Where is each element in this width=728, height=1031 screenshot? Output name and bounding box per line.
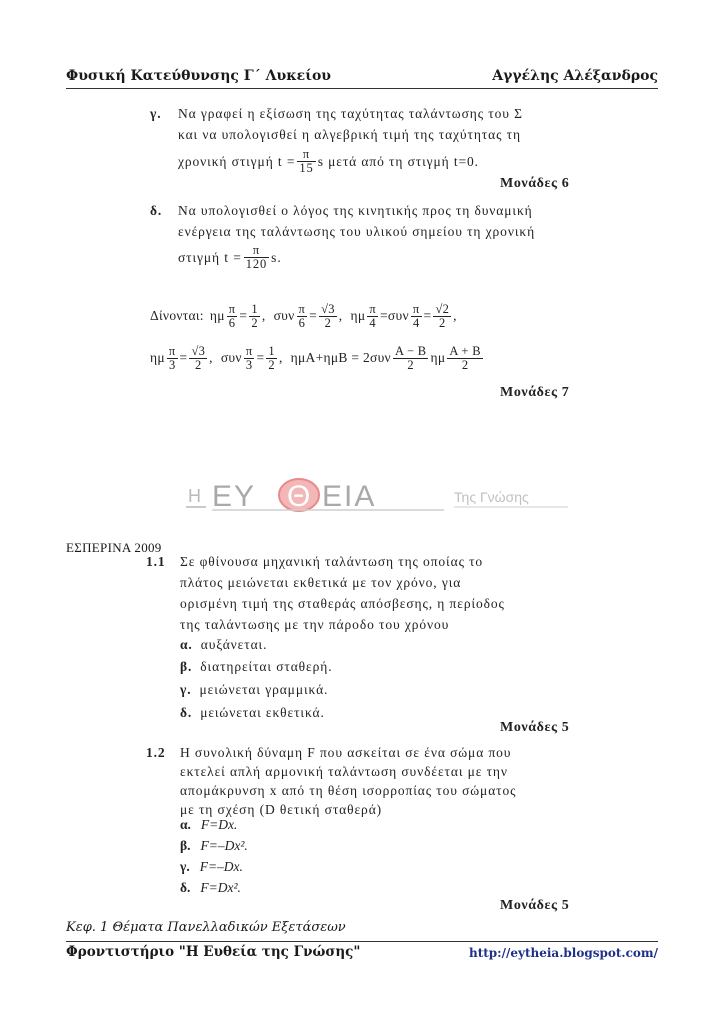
given-sep: , (338, 308, 343, 323)
q12-line2: εκτελεί απλή αρμονική ταλάντωση συνδέεται με την (180, 764, 508, 779)
section-title: ΕΣΠΕΡΙΝΑ 2009 (66, 540, 162, 555)
q-gamma-line3-post: s μετά από τη στιγμή t=0. (317, 153, 479, 169)
watermark-main1: ΕΥ (212, 480, 257, 513)
option-label: α. (180, 817, 191, 832)
frac-den: 2 (268, 357, 275, 372)
given-frac-pi6b (297, 303, 308, 330)
frac-den: 6 (298, 315, 306, 330)
given-hm: ημ (150, 350, 165, 365)
watermark-svg (186, 474, 576, 518)
q-gamma-line3-pre: χρονική στιγμή t = (178, 153, 296, 169)
option-text: F=–Dx. (199, 859, 243, 874)
watermark-main3: ΕΙΑ (322, 480, 377, 513)
given-frac-1-2b (266, 345, 277, 372)
given-sep: , (278, 350, 283, 365)
q11-option-d (180, 705, 325, 721)
q12-option-c (180, 859, 243, 875)
header-author: Αγγέλης Αλέξανδρος (492, 68, 658, 84)
q-gamma-line3 (178, 140, 479, 182)
footer-caption: Κεφ. 1 Θέματα Πανελλαδικών Εξετάσεων (66, 920, 346, 935)
frac-den: 4 (412, 315, 420, 330)
given-frac-pi3 (167, 345, 178, 372)
given-frac-1-2 (249, 303, 260, 330)
given-intro: Δίνονται: (150, 308, 204, 323)
q11-line4: της ταλάντωσης με την πάροδο του χρόνου (180, 617, 450, 632)
option-text: F=–Dx². (200, 838, 248, 853)
frac-den: 4 (369, 315, 376, 330)
q-delta-line2: ενέργεια της ταλάντωσης του υλικού σημείου τη χρονική (178, 224, 536, 239)
given-frac-r2-2 (433, 303, 451, 330)
q-delta-line3-post: s. (271, 249, 282, 265)
q12-option-b (180, 838, 248, 854)
option-text: μειώνεται εκθετικά. (200, 705, 325, 720)
q-delta-line3-pre: στιγμή t = (178, 249, 242, 265)
q11-line2: πλάτος μειώνεται εκθετικά με τον χρόνο, για (180, 575, 462, 590)
given-sep: , (453, 308, 457, 323)
given-hm: ημ (350, 308, 366, 323)
watermark-right: Της Γνώσης (454, 489, 529, 505)
given-frac-pi6 (227, 303, 238, 330)
q-gamma-label: γ. (150, 106, 162, 121)
frac-den: 3 (168, 357, 176, 372)
given-frac-r3-2b (189, 345, 207, 372)
given-hm: ημ (209, 308, 225, 323)
footer-divider (66, 941, 658, 942)
option-label: δ. (180, 705, 193, 720)
given-eq: = (239, 308, 248, 323)
given-frac-r3-2 (319, 303, 337, 330)
option-text: διατηρείται σταθερή. (200, 659, 333, 674)
frac-num: π (168, 343, 176, 358)
given-syn: συν (273, 308, 295, 323)
frac-num: √2 (435, 301, 450, 316)
frac-num: Α − Β (394, 343, 427, 358)
frac-den: 2 (461, 357, 469, 372)
q11-option-a (180, 637, 267, 653)
q-gamma-fraction (297, 148, 315, 175)
q-delta-frac-den: 120 (245, 256, 268, 271)
option-text: αυξάνεται. (200, 637, 268, 652)
frac-num: √3 (191, 343, 206, 358)
q-delta-line3 (178, 236, 282, 278)
given-sum-lhs: ημΑ+ημΒ = 2συν (290, 350, 391, 365)
frac-num: Α + Β (449, 343, 481, 358)
q-gamma-marks: Μονάδες 6 (500, 176, 570, 191)
given-syn: συν (220, 350, 242, 365)
q-gamma-frac-den: 15 (299, 160, 314, 175)
given-sep: , (209, 350, 213, 365)
frac-den: 2 (407, 357, 414, 372)
q12-line3: απομάκρυνση x από τη θέση ισορροπίας του σώματος (180, 783, 517, 798)
given-frac-pi4b (411, 303, 422, 330)
option-label: δ. (180, 880, 191, 895)
given-eq: = (423, 308, 432, 323)
q-delta-frac-num: π (244, 244, 269, 258)
q12-option-a (180, 817, 237, 833)
given-eq: = (256, 350, 265, 365)
q12-label: 1.2 (146, 745, 166, 760)
q11-marks: Μονάδες 5 (500, 720, 570, 735)
option-label: γ. (180, 859, 190, 874)
option-text: F=Dx². (200, 880, 241, 895)
option-text: μειώνεται γραμμικά. (199, 682, 329, 697)
q11-option-c (180, 682, 328, 698)
frac-num: π (298, 301, 306, 316)
given-syn-eq: =συν (380, 308, 409, 323)
given-line1 (150, 298, 457, 334)
frac-num: 1 (268, 343, 275, 358)
given-eq: = (179, 350, 188, 365)
frac-num: π (245, 343, 253, 358)
q11-line1: Σε φθίνουσα μηχανική ταλάντωση της οποίας το (180, 554, 484, 569)
given-frac-apb (447, 345, 482, 372)
frac-den: 2 (439, 315, 446, 330)
watermark-logo (186, 474, 576, 518)
frac-num: π (369, 301, 377, 316)
option-label: α. (180, 637, 193, 652)
frac-num: π (412, 301, 420, 316)
given-eq: = (309, 308, 318, 323)
option-label: β. (180, 659, 193, 674)
frac-den: 6 (228, 315, 236, 330)
frac-num: 1 (251, 301, 258, 316)
frac-den: 2 (324, 315, 332, 330)
q12-line1: Η συνολική δύναμη F που ασκείται σε ένα σώμα που (180, 745, 512, 760)
option-text: F=Dx. (200, 817, 238, 832)
option-label: β. (180, 838, 191, 853)
q11-line3: ορισμένη τιμή της σταθεράς απόσβεσης, η περίοδος (180, 596, 505, 611)
footer-school: Φροντιστήριο "Η Ευθεία της Γνώσης" (66, 944, 361, 960)
given-sep: , (261, 308, 266, 323)
frac-num: √3 (321, 301, 335, 316)
watermark-left: Η (188, 486, 201, 506)
q-delta-fraction (244, 244, 269, 271)
q-gamma-line2: και να υπολογισθεί η αλγεβρική τιμή της ταχύτητας τη (178, 127, 521, 142)
q-gamma-line1: Να γραφεί η εξίσωση της ταχύτητας ταλάντωσης του Σ (178, 106, 523, 121)
frac-den: 2 (251, 315, 258, 330)
given-frac-amb (393, 345, 428, 372)
q12-line4: με τη σχέση (D θετική σταθερά) (180, 802, 383, 817)
q-delta-label: δ. (150, 203, 163, 218)
q12-marks: Μονάδες 5 (500, 898, 570, 913)
footer-link[interactable]: http://eytheia.blogspot.com/ (468, 946, 658, 960)
q-delta-line1: Να υπολογισθεί ο λόγος της κινητικής προς τη δυναμική (178, 203, 533, 218)
q11-label: 1.1 (146, 554, 166, 569)
header-divider (66, 88, 658, 89)
watermark-main2: Θ (287, 480, 311, 513)
option-label: γ. (180, 682, 192, 697)
given-hm: ημ (430, 350, 446, 365)
frac-num: π (228, 301, 236, 316)
q11-option-b (180, 659, 332, 675)
q-gamma-frac-num: π (297, 148, 315, 162)
frac-den: 2 (195, 357, 202, 372)
frac-den: 3 (245, 357, 253, 372)
given-frac-pi3b (244, 345, 255, 372)
given-marks: Μονάδες 7 (500, 385, 570, 400)
given-frac-pi4 (367, 303, 378, 330)
given-line2 (150, 340, 485, 376)
header-title: Φυσική Κατεύθυνσης Γ΄ Λυκείου (66, 68, 332, 84)
q12-option-d (180, 880, 241, 896)
